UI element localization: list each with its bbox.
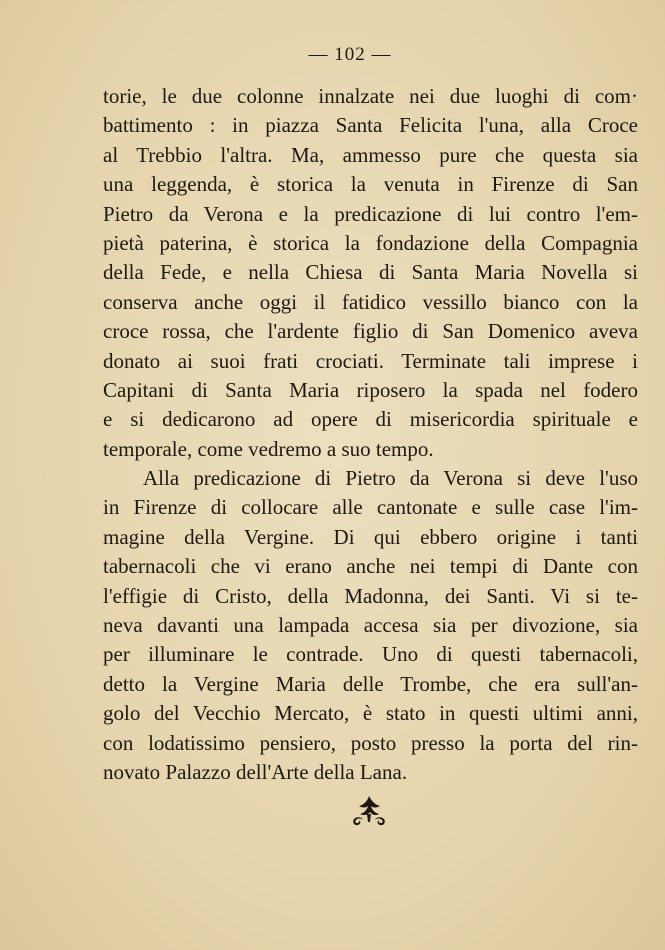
- text-line: Capitani di Santa Maria riposero la spada nel fodero: [103, 377, 638, 402]
- text-line: conserva anche oggi il fatidico vessillo bianco con la: [103, 289, 638, 314]
- page-number: — 102 —: [308, 44, 392, 65]
- text-line: Alla predicazione di Pietro da Verona si deve l'uso: [143, 466, 638, 491]
- text-line: al Trebbio l'altra. Ma, ammesso pure che questa sia: [103, 142, 638, 167]
- body-text: [103, 82, 638, 787]
- text-line: torie, le due colonne innalzate nei due luoghi di com·: [103, 84, 638, 108]
- text-line: donato ai suoi frati crociati. Terminate tali imprese i: [103, 348, 638, 373]
- text-line: con lodatissimo pensiero, posto presso la porta del rin-: [103, 730, 638, 755]
- text-line: della Fede, e nella Chiesa di Santa Maria Novella si: [103, 260, 638, 285]
- text-line: detto la Vergine Maria delle Trombe, che era sull'an-: [103, 671, 638, 696]
- text-line: neva davanti una lampada accesa sia per divozione, sia: [103, 613, 638, 638]
- text-line: tabernacoli che vi erano anche nei tempi di Dante con: [103, 554, 638, 579]
- text-line: l'effigie di Cristo, della Madonna, dei Santi. Vi si te-: [103, 583, 638, 608]
- text-line: una leggenda, è storica la venuta in Firenze di San: [103, 172, 638, 197]
- text-line: in Firenze di collocare alle cantonate e sulle case l'im-: [103, 495, 638, 520]
- paragraph-1: [103, 82, 638, 464]
- text-line: per illuminare le contrade. Uno di questi tabernacoli,: [103, 642, 638, 667]
- text-line: novato Palazzo dell'Arte della Lana.: [103, 759, 408, 784]
- text-line: Pietro da Verona e la predicazione di lui contro l'em-: [103, 201, 638, 226]
- text-line: e si dedicarono ad opere di misericordia spirituale e: [103, 407, 638, 432]
- text-line: temporale, come vedremo a suo tempo.: [103, 436, 434, 461]
- text-line: battimento : in piazza Santa Felicita l'una, alla Croce: [103, 113, 638, 138]
- text-line: magine della Vergine. Di qui ebbero origine i tanti: [103, 524, 638, 549]
- fleuron-ornament-icon: [348, 792, 390, 828]
- text-line: croce rossa, che l'ardente figlio di San Domenico aveva: [103, 319, 638, 344]
- text-line: golo del Vecchio Mercato, è stato in questi ultimi anni,: [103, 701, 638, 726]
- text-line: pietà paterina, è storica la fondazione della Compagnia: [103, 230, 638, 255]
- paragraph-2: [103, 464, 638, 787]
